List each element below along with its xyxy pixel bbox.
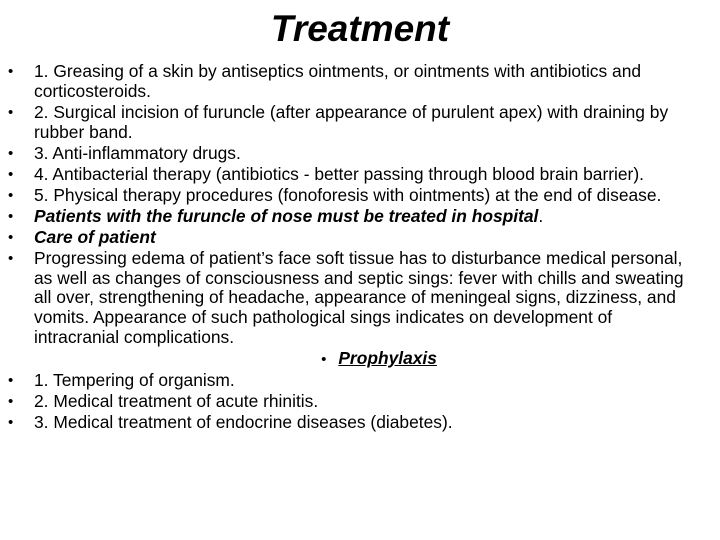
bullet-icon: • — [8, 186, 14, 204]
list-item — [0, 144, 720, 164]
list-item — [0, 249, 720, 348]
hospital-note-period: . — [538, 205, 544, 226]
list-item — [0, 62, 720, 101]
bullet-icon: • — [8, 144, 14, 162]
bullet-icon: • — [8, 103, 14, 121]
bullet-icon: • — [8, 228, 14, 246]
list-item-prophylaxis-heading — [0, 349, 720, 370]
prophylaxis-heading-text: Prophylaxis — [338, 347, 437, 368]
bullet-icon: • — [8, 207, 14, 225]
list-item-care-heading — [0, 228, 720, 248]
list-item — [0, 413, 720, 433]
bullet-icon: • — [8, 372, 14, 390]
item-text: 3. Anti-inflammatory drugs. — [34, 142, 241, 163]
item-text: 2. Medical treatment of acute rhinitis. — [34, 391, 319, 412]
list-item — [0, 371, 720, 391]
item-text: 5. Physical therapy procedures (fonoforesis with ointments) at the end of disease. — [34, 184, 662, 205]
item-text: 4. Antibacterial therapy (antibiotics - better passing through blood brain barrier). — [34, 163, 644, 184]
bullet-icon: • — [8, 414, 14, 432]
hospital-note-text: Patients with the furuncle of nose must be treated in hospital — [34, 205, 539, 226]
slide-title: Treatment — [270, 8, 450, 49]
bullet-icon: • — [8, 63, 14, 80]
item-text: 3. Medical treatment of endocrine diseases (diabetes). — [34, 412, 453, 433]
list-item — [0, 165, 720, 185]
item-text: Progressing edema of patient’s face soft tissue has to disturbance medical personal, as well as changes of consciousness and septic sings: fever with chills and sweating all over, strengthening of headache, appearance of meningeal signs, dizziness, and vomits. Appearance of such pathological sings indicates on development of intracranial complications. — [34, 248, 684, 347]
bullet-icon: • — [8, 250, 14, 268]
item-text: 1. Tempering of organism. — [34, 370, 235, 391]
list-item-hospital-note — [0, 207, 720, 227]
bullet-icon: • — [8, 393, 14, 411]
bullet-icon: • — [321, 350, 327, 368]
item-text: 2. Surgical incision of furuncle (after appearance of purulent apex) with draining by rubber band. — [34, 101, 669, 142]
bullet-list — [0, 62, 720, 434]
list-item — [0, 392, 720, 412]
care-heading-text: Care of patient — [34, 226, 156, 247]
item-text: 1. Greasing of a skin by antiseptics ointments, or ointments with antibiotics and corticosteroids. — [34, 61, 642, 101]
list-item — [0, 186, 720, 206]
bullet-icon: • — [8, 165, 14, 183]
list-item — [0, 103, 720, 142]
